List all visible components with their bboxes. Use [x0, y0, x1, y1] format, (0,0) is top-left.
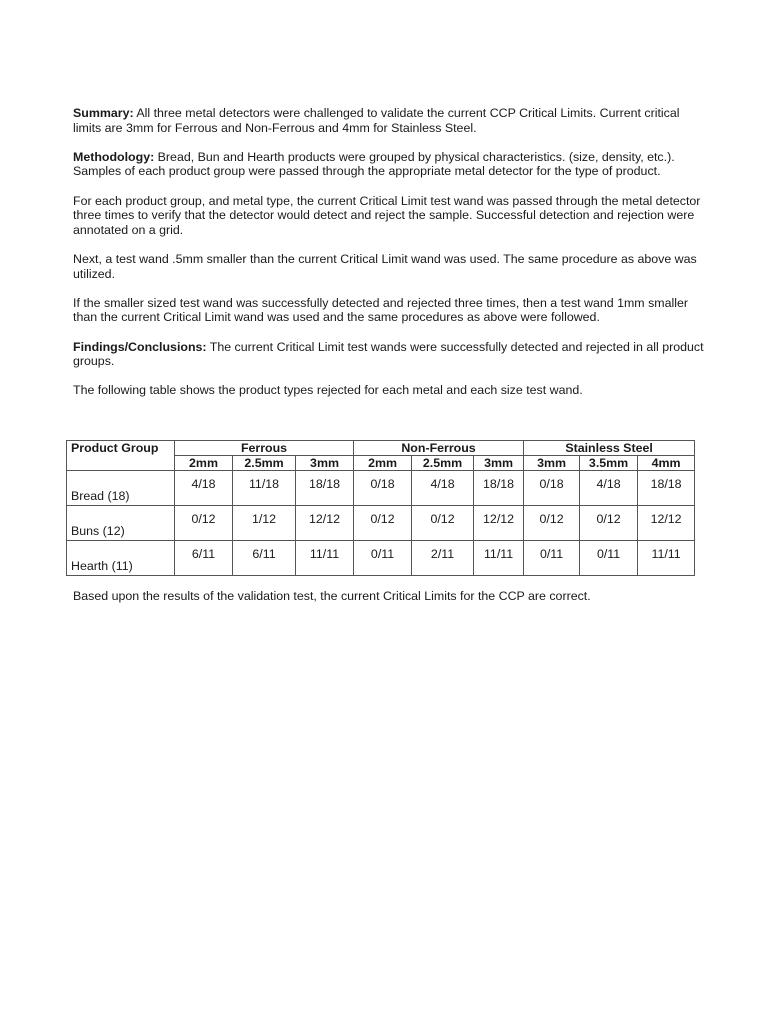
- size-header: 3mm: [524, 456, 580, 471]
- results-table: [66, 440, 695, 576]
- result-cell: 11/11: [474, 541, 524, 576]
- size-header-spacer: [67, 456, 175, 471]
- table-intro: The following table shows the product types rejected for each metal and each size test wand.: [73, 383, 583, 398]
- size-header: 2mm: [175, 456, 233, 471]
- methodology-paragraph: [73, 150, 705, 179]
- result-cell: 18/18: [296, 471, 354, 506]
- result-cell: 11/11: [638, 541, 695, 576]
- size-header: 3.5mm: [580, 456, 638, 471]
- size-header: 2mm: [354, 456, 412, 471]
- result-cell: 1/12: [233, 506, 296, 541]
- metal-header-row: [67, 441, 695, 456]
- product-group-cell: Hearth (11): [67, 541, 175, 576]
- result-cell: 0/18: [524, 471, 580, 506]
- wand-paragraph: For each product group, and metal type, the current Critical Limit test wand was passed through the metal detector three times to verify that the detector would detect and reject the sample. Successful detection and rejection were annotated on a grid.: [73, 193, 701, 237]
- result-cell: 0/12: [524, 506, 580, 541]
- product-group-cell: Bread (18): [67, 471, 175, 506]
- result-cell: 0/18: [354, 471, 412, 506]
- metal-header-ferrous: Ferrous: [175, 441, 354, 456]
- findings-label: Findings/Conclusions:: [73, 339, 207, 354]
- summary-paragraph: [73, 106, 705, 135]
- result-cell: 18/18: [638, 471, 695, 506]
- summary-text: All three metal detectors were challenged to validate the current CCP Critical Limits. Current critical limits are 3mm for Ferrous and Non-Ferrous and 4mm for Stainless Steel.: [73, 106, 680, 135]
- metal-header-stainless-steel: Stainless Steel: [524, 441, 695, 456]
- result-cell: 0/11: [354, 541, 412, 576]
- result-cell: 11/18: [233, 471, 296, 506]
- result-cell: 12/12: [638, 506, 695, 541]
- result-cell: 4/18: [412, 471, 474, 506]
- result-cell: 0/11: [580, 541, 638, 576]
- result-cell: 4/18: [175, 471, 233, 506]
- product-group-cell: Buns (12): [67, 506, 175, 541]
- result-cell: 11/11: [296, 541, 354, 576]
- metal-header-non-ferrous: Non-Ferrous: [354, 441, 524, 456]
- result-cell: 6/11: [175, 541, 233, 576]
- size-header: 3mm: [296, 456, 354, 471]
- methodology-label: Methodology:: [73, 149, 155, 164]
- table-row: [67, 506, 695, 541]
- size-header: 3mm: [474, 456, 524, 471]
- size-header-row: [67, 456, 695, 471]
- result-cell: 12/12: [296, 506, 354, 541]
- table-row: [67, 541, 695, 576]
- next-paragraph: Next, a test wand .5mm smaller than the current Critical Limit wand was used. The same procedure as above was utilized.: [73, 251, 697, 281]
- size-header: 2.5mm: [233, 456, 296, 471]
- document-body: [73, 106, 705, 412]
- product-group-header: Product Group: [67, 441, 175, 456]
- result-cell: 4/18: [580, 471, 638, 506]
- result-cell: 0/11: [524, 541, 580, 576]
- result-cell: 0/12: [354, 506, 412, 541]
- result-cell: 0/12: [580, 506, 638, 541]
- result-cell: 6/11: [233, 541, 296, 576]
- result-cell: 0/12: [175, 506, 233, 541]
- closing-statement: Based upon the results of the validation test, the current Critical Limits for the CCP are correct.: [73, 589, 591, 604]
- table-row: [67, 471, 695, 506]
- findings-text: The current Critical Limit test wands were successfully detected and rejected in all product groups.: [73, 339, 704, 369]
- result-cell: 2/11: [412, 541, 474, 576]
- result-cell: 18/18: [474, 471, 524, 506]
- methodology-text: Bread, Bun and Hearth products were grouped by physical characteristics. (size, density, etc.). Samples of each product group were passed through the appropriate metal detector for the type of product.: [73, 149, 675, 179]
- result-cell: 12/12: [474, 506, 524, 541]
- size-header: 4mm: [638, 456, 695, 471]
- size-header: 2.5mm: [412, 456, 474, 471]
- findings-paragraph: [73, 340, 705, 369]
- result-cell: 0/12: [412, 506, 474, 541]
- if-paragraph: If the smaller sized test wand was successfully detected and rejected three times, then a test wand 1mm smaller than the current Critical Limit wand was used and the same procedures as above were followed.: [73, 295, 688, 325]
- summary-label: Summary:: [73, 106, 134, 120]
